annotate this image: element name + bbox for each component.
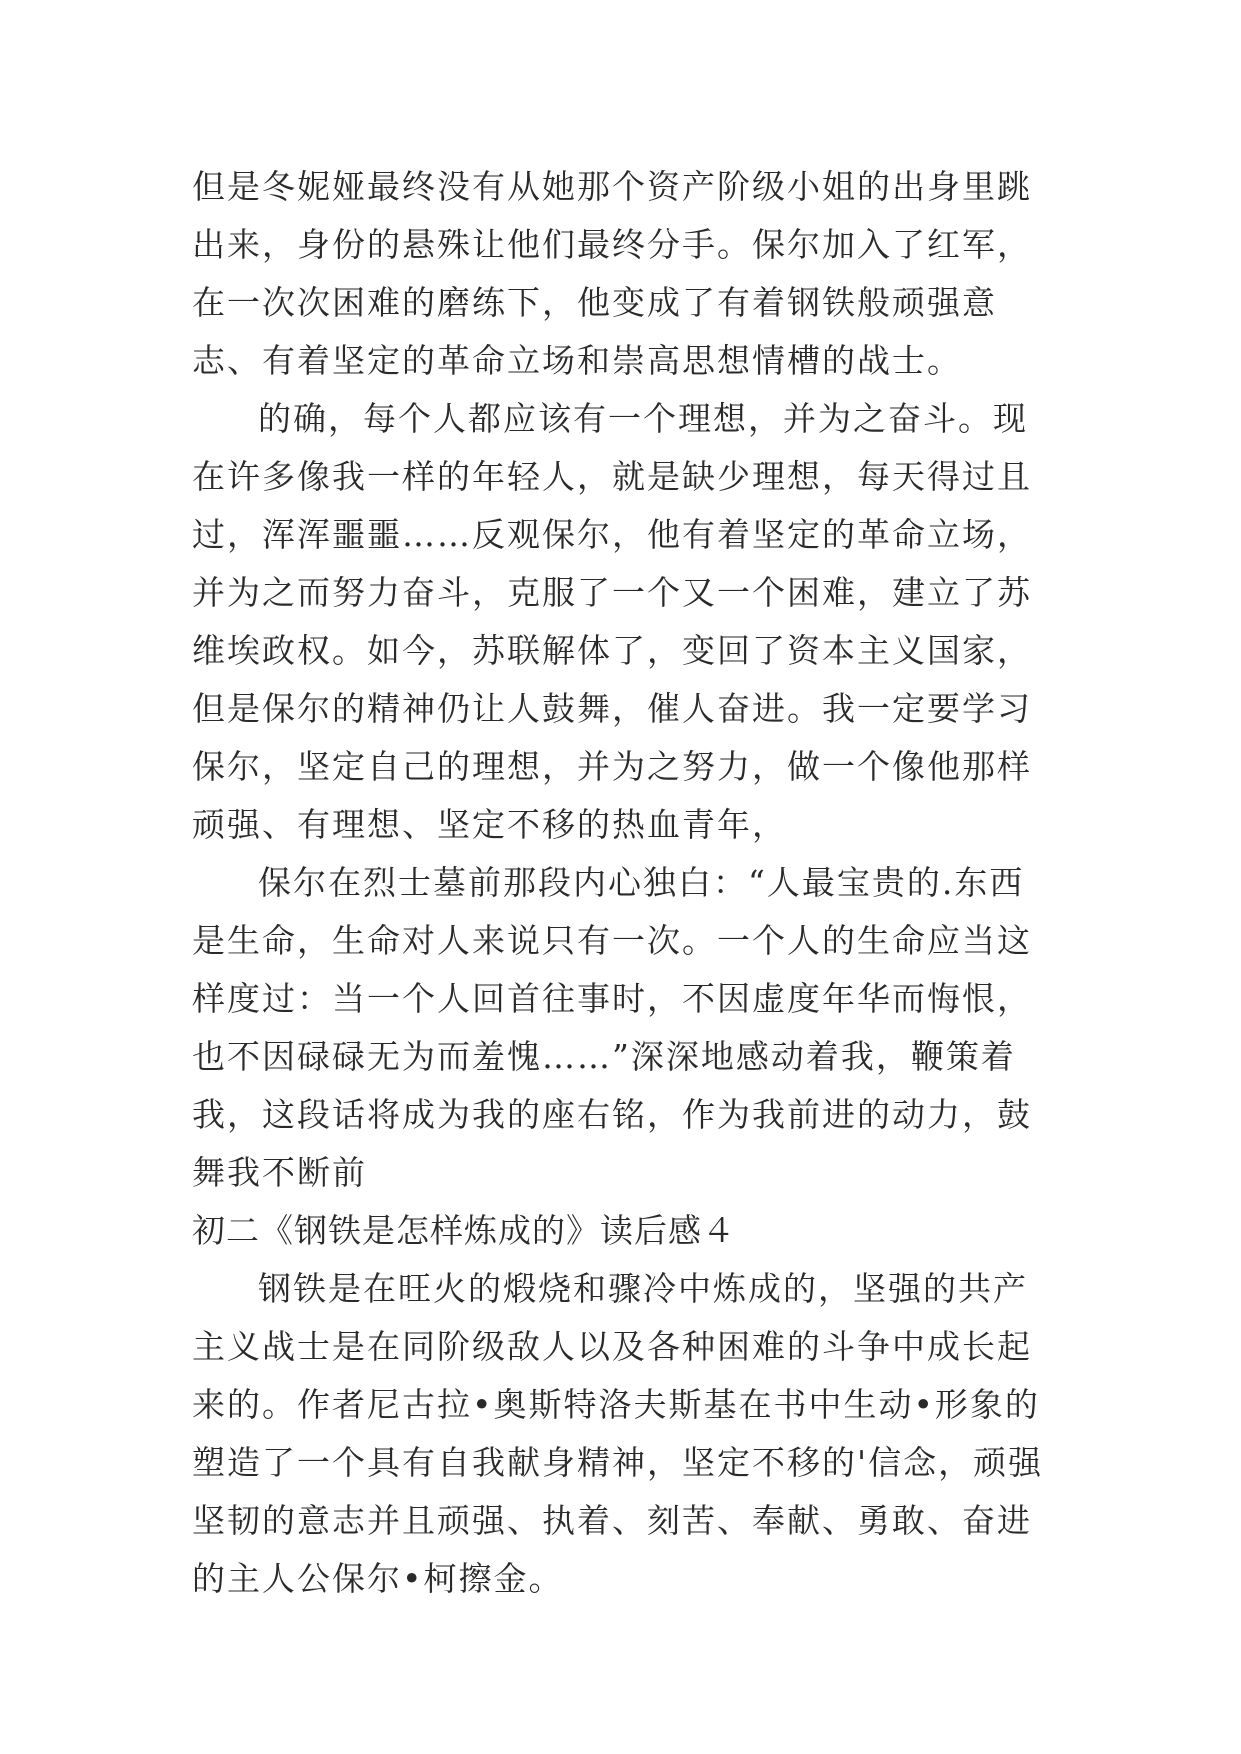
paragraph-essay-4: 钢铁是在旺火的煅烧和骤冷中炼成的，坚强的共产主义战士是在同阶级敌人以及各种困难的斗争中成长起来的。作者尼古拉•奥斯特洛夫斯基在书中生动•形象的塑造了一个具有自我献身精神，坚定不移的'信念，顽强坚韧的意志并且顽强、执着、刻苦、奉献、勇敢、奋进的主人公保尔•柯擦金。 [192, 1269, 1044, 1598]
paragraph-monologue: 保尔在烈士墓前那段内心独白：“人最宝贵的.东西是生命，生命对人来说只有一次。一个人的生命应当这样度过：当一个人回首往事时，不因虚度年华而悔恨，也不因碌碌无为而羞愧……”深深地感动着我，鞭策着我，这段话将成为我的座右铭，作为我前进的动力，鼓舞我不断前 [192, 863, 1032, 1192]
paragraph-ideals: 的确，每个人都应该有一个理想，并为之奋斗。现在许多像我一样的年轻人，就是缺少理想，每天得过且过，浑浑噩噩……反观保尔，他有着坚定的革命立场，并为之而努力奋斗，克服了一个又一个困难，建立了苏维埃政权。如今，苏联解体了，变回了资本主义国家，但是保尔的精神仍让人鼓舞，催人奋进。我一定要学习保尔，坚定自己的理想，并为之努力，做一个像他那样顽强、有理想、坚定不移的热血青年， [192, 399, 1032, 844]
section-heading: 初二《钢铁是怎样炼成的》读后感４ [192, 1211, 736, 1250]
paragraph-continued: 但是冬妮娅最终没有从她那个资产阶级小姐的出身里跳出来，身份的悬殊让他们最终分手。保尔加入了红军，在一次次困难的磨练下，他变成了有着钢铁般顽强意志、有着坚定的革命立场和崇高思想情槽的战士。 [192, 167, 1032, 380]
document-body [192, 158, 1052, 1608]
